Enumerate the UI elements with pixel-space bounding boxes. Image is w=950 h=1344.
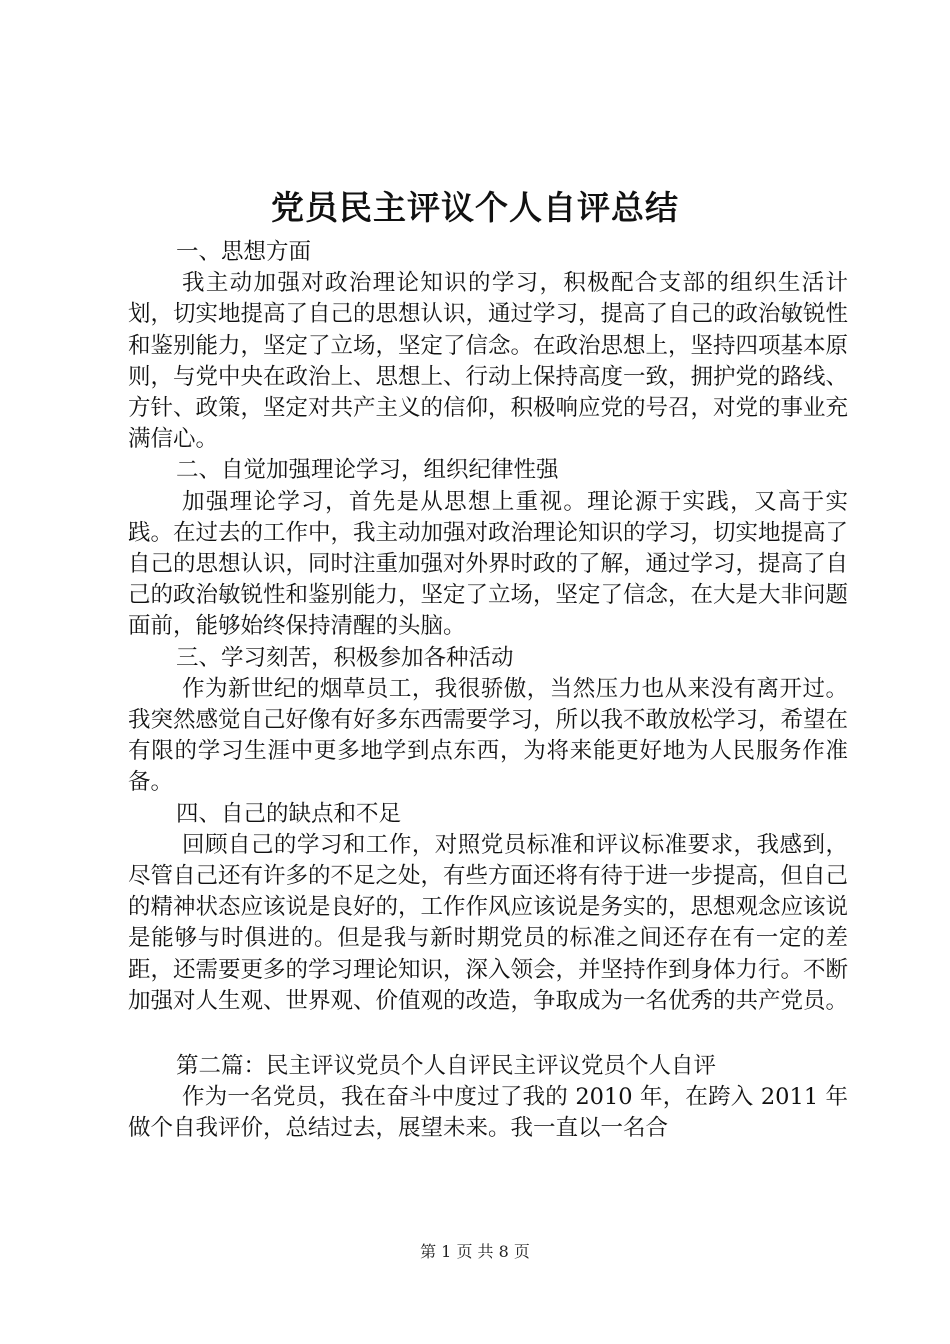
section-paragraph-3: 作为新世纪的烟草员工，我很骄傲，当然压力也从来没有离开过。我突然感觉自己好像有好多东西需要学习，所以我不敢放松学习，希望在有限的学习生涯中更多地学到点东西，为将来能更好地为人民服务作准备。 (128, 675, 849, 796)
section-heading-1: 一、思想方面 (176, 239, 312, 265)
document-title: 党员民主评议个人自评总结 (271, 188, 679, 227)
document-body (128, 237, 848, 1145)
section-heading-3: 三、学习刻苦，积极参加各种活动 (176, 644, 514, 671)
part-two-paragraph: 作为一名党员，我在奋斗中度过了我的 2010 年，在跨入 2011 年做个自我评价，总结过去，展望未来。我一直以一名合 (128, 1084, 848, 1142)
section-paragraph-1: 我主动加强对政治理论知识的学习，积极配合支部的组织生活计划，切实地提高了自己的思想认识，通过学习，提高了自己的政治敏锐性和鉴别能力，坚定了立场，坚定了信念。在政治思想上，坚持四项基本原则，与党中央在政治上、思想上、行动上保持高度一致，拥护党的路线、方针、政策，坚定对共产主义的信仰，积极响应党的号召，对党的事业充满信心。 (128, 270, 849, 453)
section-paragraph-4: 回顾自己的学习和工作，对照党员标准和评议标准要求，我感到，尽管自己还有许多的不足之处，有些方面还将有待于进一步提高，但自己的精神状态应该说是良好的，工作作风应该说是务实的，思想观念应该说是能够与时俱进的。但是我与新时期党员的标准之间还存在有一定的差距，还需要更多的学习理论知识，深入领会，并坚持作到身体力行。不断加强对人生观、世界观、价值观的改造，争取成为一名优秀的共产党员。 (128, 831, 849, 1014)
section-spacer (128, 1017, 848, 1051)
section-heading-2: 二、自觉加强理论学习，组织纪律性强 (176, 457, 559, 484)
page-footer: 第 1 页 共 8 页 (420, 1242, 530, 1261)
part-two-heading: 第二篇：民主评议党员个人自评民主评议党员个人自评 (176, 1053, 717, 1080)
section-paragraph-2: 加强理论学习，首先是从思想上重视。理论源于实践，又高于实践。在过去的工作中，我主动加强对政治理论知识的学习，切实地提高了自己的思想认识，同时注重加强对外界时政的了解，通过学习，提高了自己的政治敏锐性和鉴别能力，坚定了立场，坚定了信念，在大是大非问题面前，能够始终保持清醒的头脑。 (128, 488, 849, 640)
section-heading-4: 四、自己的缺点和不足 (176, 800, 402, 827)
